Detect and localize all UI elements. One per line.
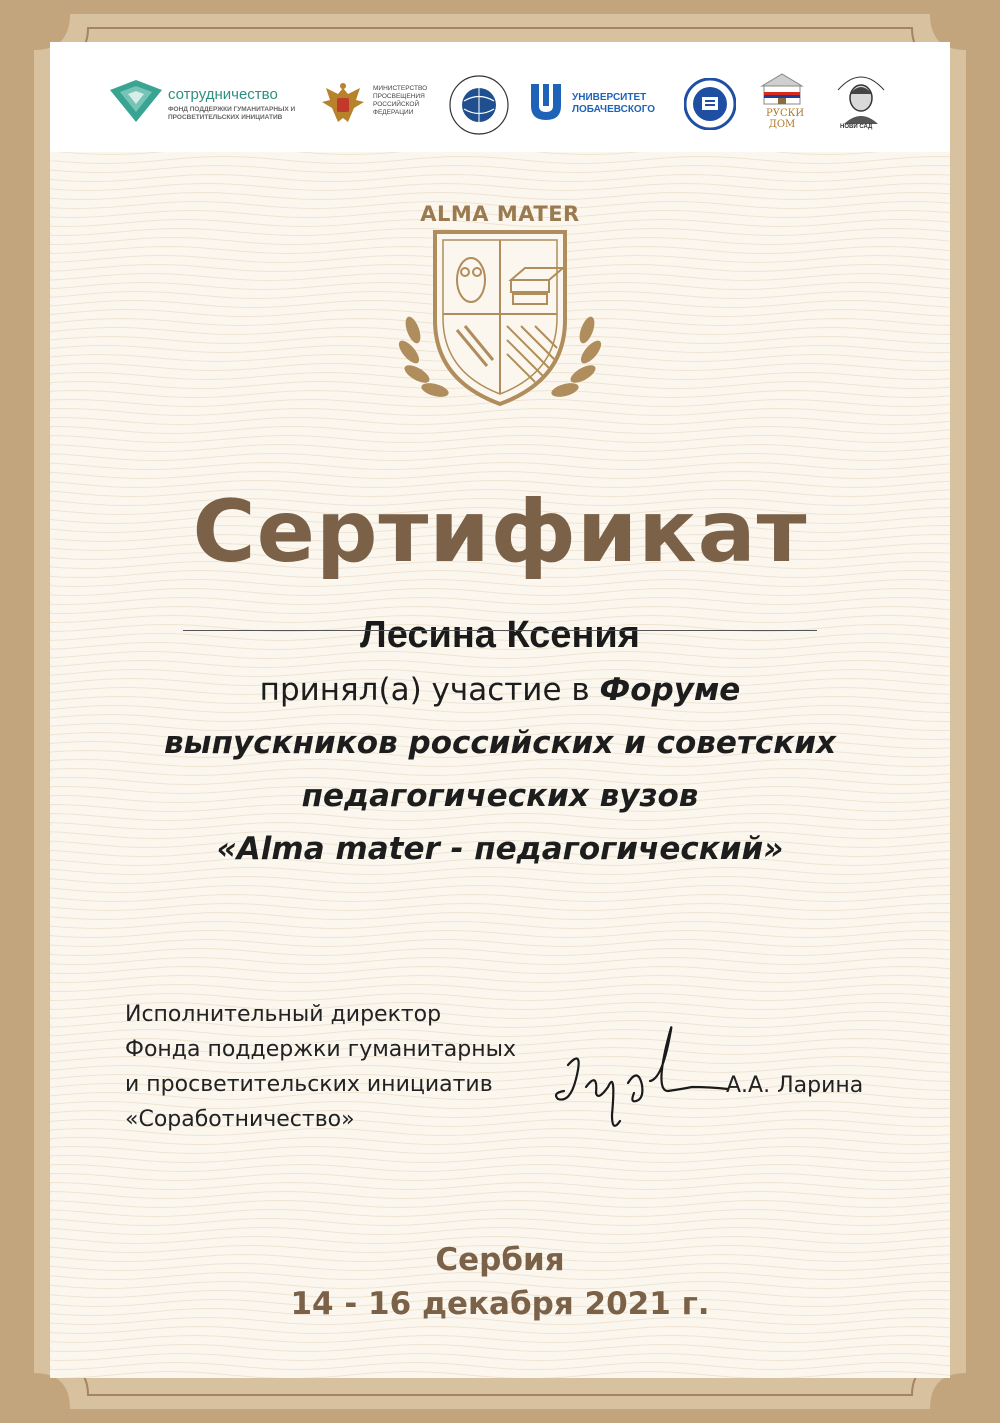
association-globe-icon: [448, 74, 510, 136]
pattern-wave-line: [50, 463, 950, 470]
pattern-wave-line: [50, 1201, 950, 1208]
ruski-dom-line-1: РУСКИ: [766, 108, 805, 119]
association-logo: [448, 74, 510, 140]
signer-line-3: и просветительских инициатив: [125, 1072, 493, 1097]
pattern-wave-line: [50, 949, 950, 956]
blue-seal-logo: [684, 78, 736, 134]
pattern-wave-line: [50, 472, 950, 479]
pattern-wave-line: [50, 1192, 950, 1199]
pattern-wave-line: [50, 193, 950, 200]
pattern-wave-line: [50, 418, 950, 425]
event-dates: 14 - 16 декабря 2021 г.: [290, 1286, 710, 1322]
participation-line-4: «Alma mater - педагогический»: [216, 831, 784, 867]
sorabotnichestvo-name: сотрудничество: [168, 86, 278, 103]
gymnasium-bottom-text: НОВИ САД: [840, 124, 873, 130]
pattern-wave-line: [50, 157, 950, 164]
pattern-wave-line: [50, 1219, 950, 1226]
pattern-wave-line: [50, 1354, 950, 1361]
certificate-paper: [50, 42, 950, 1378]
pattern-wave-line: [50, 1156, 950, 1163]
participation-line-2: выпускников российских и советских: [163, 725, 837, 761]
event-place: Сербия: [435, 1242, 565, 1278]
pattern-wave-line: [50, 184, 950, 191]
pattern-wave-line: [50, 1210, 950, 1217]
pattern-wave-line: [50, 427, 950, 434]
pattern-wave-line: [50, 166, 950, 173]
ruski-dom-line-2: ДОМ: [768, 119, 796, 130]
signer-line-2: Фонда поддержки гуманитарных: [125, 1037, 517, 1062]
signer-line-4: «Соработничество»: [125, 1107, 355, 1132]
pattern-wave-line: [50, 895, 950, 902]
gymnasium-logo: [832, 68, 890, 130]
pattern-wave-line: [50, 1165, 950, 1172]
pattern-wave-line: [50, 454, 950, 461]
pattern-wave-line: [50, 1363, 950, 1370]
pattern-wave-line: [50, 877, 950, 884]
participation-text: [90, 664, 910, 876]
sorabotnichestvo-subtitle-2: ПРОСВЕТИТЕЛЬСКИХ ИНИЦИАТИВ: [168, 114, 283, 121]
pattern-wave-line: [50, 922, 950, 929]
participation-line-3: педагогических вузов: [301, 778, 699, 814]
pattern-wave-line: [50, 1345, 950, 1352]
pattern-wave-line: [50, 589, 950, 596]
signer-line-1: Исполнительный директор: [125, 1002, 442, 1027]
signer-title-block: [125, 997, 595, 1137]
pattern-wave-line: [50, 1327, 950, 1334]
round-seal-icon: [684, 78, 736, 130]
handwritten-signature: [550, 1007, 730, 1142]
portrait-icon: [832, 68, 890, 126]
pattern-wave-line: [50, 904, 950, 911]
pattern-wave-line: [50, 931, 950, 938]
university-u-icon: [527, 82, 565, 124]
university-line-2: ЛОБАЧЕВСКОГО: [572, 104, 656, 115]
ministry-line-2: ПРОСВЕЩЕНИЯ: [373, 93, 425, 100]
name-underline: [183, 630, 817, 631]
pattern-wave-line: [50, 967, 950, 974]
pattern-wave-line: [50, 445, 950, 452]
university-line-1: УНИВЕРСИТЕТ: [572, 92, 647, 103]
pattern-wave-line: [50, 1147, 950, 1154]
pattern-wave-line: [50, 985, 950, 992]
pattern-wave-line: [50, 1174, 950, 1181]
pattern-wave-line: [50, 175, 950, 182]
ministry-line-4: ФЕДЕРАЦИИ: [373, 109, 414, 116]
double-headed-eagle-icon: [320, 82, 366, 126]
pattern-wave-line: [50, 1138, 950, 1145]
sorabotnichestvo-logo: [110, 80, 296, 126]
pattern-wave-line: [50, 886, 950, 893]
alma-mater-title: ALMA MATER: [420, 202, 580, 226]
russian-house-icon: [760, 72, 804, 108]
sorabotnichestvo-subtitle-1: ФОНД ПОДДЕРЖКИ ГУМАНИТАРНЫХ И: [168, 106, 296, 113]
pattern-wave-line: [50, 436, 950, 443]
pattern-wave-line: [50, 1372, 950, 1379]
pattern-wave-line: [50, 152, 950, 155]
pattern-wave-line: [50, 976, 950, 983]
ministry-line-3: РОССИЙСКОЙ: [373, 101, 420, 108]
pattern-wave-line: [50, 940, 950, 947]
pattern-wave-line: [50, 958, 950, 965]
lobachevsky-university-logo: [527, 82, 656, 128]
pattern-wave-line: [50, 913, 950, 920]
certificate-title: Сертификат: [192, 482, 808, 582]
pattern-wave-line: [50, 1228, 950, 1235]
alma-mater-crest-icon: [395, 230, 605, 410]
participation-intro: принял(а) участие в: [259, 672, 600, 708]
ministry-line-1: МИНИСТЕРСТВО: [373, 85, 428, 92]
recipient-name: Лесина Ксения: [360, 614, 640, 656]
pattern-wave-line: [50, 1336, 950, 1343]
ruski-dom-logo: [760, 72, 805, 130]
participation-forum: Форуме: [599, 672, 741, 708]
pattern-wave-line: [50, 598, 950, 605]
ministry-logo: [320, 82, 428, 130]
signer-name: А.А. Ларина: [726, 1073, 864, 1098]
pattern-wave-line: [50, 607, 950, 614]
sorabotnichestvo-emblem-icon: [110, 80, 162, 122]
partner-logos-bar: [50, 42, 950, 152]
pattern-wave-line: [50, 1183, 950, 1190]
